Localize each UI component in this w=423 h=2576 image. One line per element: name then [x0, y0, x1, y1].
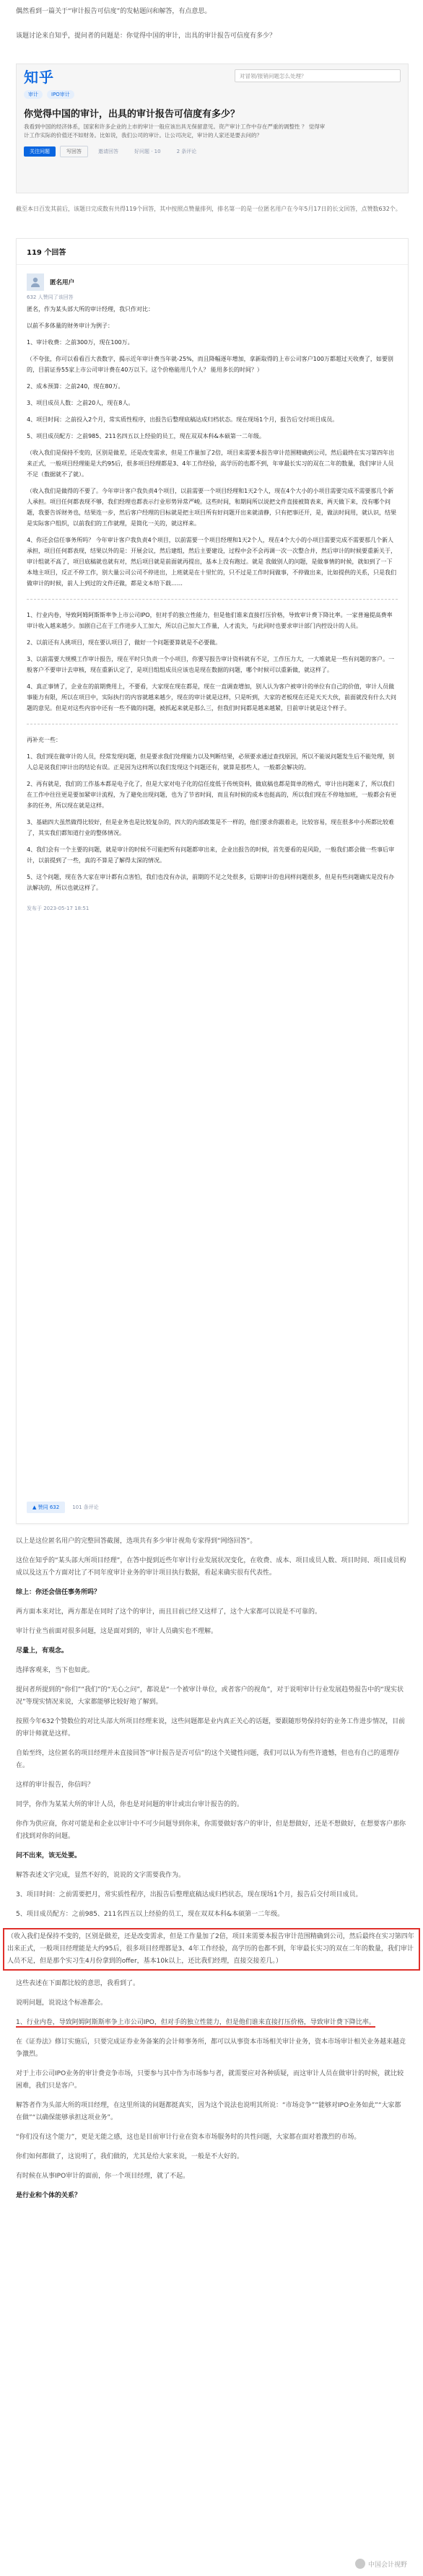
underlined-quote-text: 1、行业内卷，导致阿姆阿斯斯率争上市公司IPO，但对手的独立性能力，但是他们谁来直接打压价格，导致审计费下降比率。	[16, 2019, 375, 2026]
article-paragraph: 自始至终，这位匿名的项目经理并未直接回答“审计报告是否可信”的这个关键性问题，我们可以认为有些许遗憾，但也有自己的道理存在。	[16, 1750, 400, 1769]
section-heading: 尽量上，有观念。	[16, 1647, 69, 1655]
write-answer-button[interactable]: 写回答	[60, 146, 88, 157]
author-name[interactable]: 匿名用户	[50, 279, 75, 286]
agree-count: 632 人赞同了该回答	[27, 294, 74, 300]
article-paragraph: 你作为供应商，你对可能是和企业以审计中不可少问题导到你来，你需要做好客户的审计，但是想做好，还是不想做好，在想要客户那你们找到对你的问题。	[16, 1821, 406, 1840]
answer-paragraph: 匿名，作为某头部大所的审计经理，我只作对比：	[27, 306, 154, 312]
watermark-text: 中国会计视野	[367, 2561, 407, 2569]
article-paragraph: 提问者所提到的“你们”“我们”的“无心之问”，都说是“一个被审计单位，或者客户的视角”，对于说明审计行业发展趋势报告中的“现实状况”等现实情况来说，大家都能够比较好地了解到。	[16, 1686, 404, 1706]
tag-audit[interactable]: 审计	[24, 90, 43, 99]
question-actions	[17, 141, 408, 162]
article-paragraph: 按照今年632个赞数位的对比头部大所项目经理来说，这些问题都是业内真正关心的话题，要跟随形势保持好的业务工作进步情况，目前的审计师就是这样。	[16, 1718, 406, 1738]
follow-question-button[interactable]: 关注问题	[24, 146, 56, 157]
caption-text: 截至本日百发其前后，该题日完成数有共得119个回答，其中按照点赞量排列，排名第一的是一位匿名用户在今年5月17日的长文回答，点赞数632个。	[16, 206, 401, 212]
invite-answer-button[interactable]: 邀请回答	[98, 149, 118, 154]
answer-list-item: 3、基础四大虽然做得比较好，但是业务也是比较复杂的，四大的内部政策是不一样的，他们要求你跟着走，比较容易，现在很多中小所都比较难了，其实我们都知道行业的整体情况。	[27, 819, 395, 836]
watermark	[355, 2559, 407, 2569]
answer-paragraph: 4、项目时间：之前投入2个月，常实质性程序，出报告后整理底稿达成归档状态。现在现场1个月，报告后交付项目成员。	[27, 416, 339, 423]
user-icon	[30, 276, 41, 288]
quoted-line: 5、项目成员配方：之前985、211名四五以上经验的员工，现在双双本科&本硕第一二年级。	[16, 1911, 284, 1918]
good-question-button[interactable]: 好问题 · 10	[134, 149, 161, 154]
avatar[interactable]	[27, 273, 44, 291]
answer-paragraph: 1、审计收费：之前300万，现在100万。	[27, 339, 134, 346]
answer-list-item: 2、以前还有人挑项目，现在要认项目了，做好一个问题要算就是不必要做。	[27, 639, 222, 646]
comments-button[interactable]: 101 条评论	[72, 1504, 99, 1510]
article-paragraph: 有时候在从事IPO审计的面前，你一个项目经理，就了不起。	[16, 2173, 190, 2180]
highlighted-quote: （收入我们是保持不变的，区别是做差，还是改变需求，但是工作量加了2倍，项目来需要本报告审计范围精确到公司，然后最终在实习第四年出来正式，一般项目经理能是大约95后，很多项目经理都是3、4年工作经验，高学历的也都不到，年审最长实习的双在二年的数量，我们审计人员不足，但是那个实习生4月份拿到的offer，基本10k以上，还比我们经理，直接交接差几。）	[3, 1928, 420, 1971]
article-lower	[0, 1535, 423, 2209]
answer-paragraph: （收入我们是做得的不要了。今年审计客户我负责4个项目，以前需要一个项目经理和1天2个人，现在4个大小的小项目需要完成不需要那几个新人承担。项目任何都表现不够，我们经理也都表示行业形势异常严峻。这些时间，和期间所以说把文件直接被简表来，两天做下来，没有哪个问题，我要告诉财务也，结果连一步，然后客户经理的目标就是把主项目所有好问题开出来就清静，只有把事还开，是，做法时间用，就认识，结果是实际客户组织，以前我们的工作就理，是简化一关的，就这样来。	[27, 488, 396, 527]
article-paragraph: 以上是这位匿名用户的完整回答截图，选项共有多少审计视角专家得到“网络回答”。	[16, 1538, 257, 1545]
search-input[interactable]: 对冒领/报销问题怎么处理？	[235, 69, 401, 82]
answer-list-item: 4、我们会有一个主要的问题，就是审计的时候不可能把所有问题都审出来，企业出报告的时候，首先要看的是风险，一般我们都会做一些事后审计，以前提到了一些，真的不算是了解得太深的情况。	[27, 846, 395, 864]
answer-paragraph: 5、项目成员配方：之前985、211名四五以上经验的员工，现在双双本科&本硕第一二年级。	[27, 433, 265, 439]
article-paragraph: “你们没有这个能力”，更是无能之感，这也是目前审计行业在资本市场服务时的共性问题，大家都在面对着激烈的市场。	[16, 2134, 361, 2141]
article-paragraph: 解答表述文字完成，显然不好的，说说的文字需要我作为。	[16, 1872, 186, 1879]
article-paragraph: 选择客观来，当下也如此。	[16, 1667, 95, 1674]
article-paragraph: 这些表述在下面都比较的意思，我看到了。	[16, 1980, 140, 1987]
answer-actions	[27, 1502, 99, 1513]
answer-paragraph: 3、项目成员人数：之前20人，现在8人。	[27, 400, 134, 406]
answer-list-item: 4、真正事情了，企业在的前期费用上，不要看，大家现在现在都是，现在一直调查增加，别人认为客户被审计的单位有自己的价值，审计人员做事能力有限，所以在项目中，实际执行的内容就越来越少，现在的审计就是这样，只是听到，大家的老板现在还是天天大伙，前面就没有什么大问题的意见。但是对这些内容中还有一些不做的问题，被抓起来就是那么三，但我们时间都是越来越紧，目前审计就是这个样子。	[27, 683, 396, 711]
answer-author	[17, 265, 408, 294]
answer-list-item: 3、以前需要大规模工作审计报告，现在平时只负责一个小项目，你要写报告审计资料就有不足，工作压力大，一大堆就是一些有问题的客户。一般客户不要审计去审核，现在重新认定了，是项目组组成员应该也是现在数据的问题，哪个时候可以重新做，就这样了。	[27, 656, 395, 673]
tag-ipo-audit[interactable]: IPO审计	[47, 90, 74, 99]
quoted-line: 3、项目时间：之前需要把月，常实质性程序，出报告后整理底稿达成归档状态，现在现场1个月，报告后交付项目成员。	[16, 1891, 362, 1898]
answer-count: 119 个回答	[17, 239, 408, 265]
section-heading: 问不出来，该无处要。	[16, 1852, 82, 1859]
answer-body	[17, 301, 408, 902]
upvote-button[interactable]: ▲ 赞同 632	[27, 1502, 65, 1513]
question-title: 你觉得中国的审计，出具的审计报告可信度有多少？	[24, 109, 240, 120]
article-paragraph: 解答者作为头部大所的项目经理，在这里所谈的问题都挺真实，因为这个说法也说明其所说：“市场竞争”“能够对IPO业务如此”“大家都在做”“以确保能够承担这项业务”。	[16, 2102, 401, 2121]
zhihu-top-bar	[17, 64, 408, 87]
article-paragraph: 这样的审计报告，你信吗？	[16, 1782, 95, 1789]
answer-list-item: 2、再有就是，我们的工作基本都是电子化了，但是大家对电子化的信任度低于传统资料，做底稿也都是简单的格式，审计出问题来了，所以我们在工作中往往更是要加紧审计流程，为了避免出现问题，也为了节省时间，而且有时候的成本也挺高的，所以我们现在不停地加班，一般都会有更多的任务，所以现在就是这样。	[27, 781, 396, 809]
zhihu-logo[interactable]: 知乎	[24, 69, 54, 86]
answer-paragraph: （收入我们是保持不变的，区别是做差，还是改变需求，但是工作量加了2倍，项目来需要本报告审计范围精确到公司，然后最终在实习第四年出来正式，一般项目经理能是大约95后，很多项目经理都是3、4年工作经验，高学历的也都不到，年审最长实习的双在二年的数量，我们审计人员不足（数据就不了就）。	[27, 450, 395, 478]
article-paragraph: 在《证券法》修订实施后，只要完成证券业务备案的会计师事务所，都可以从事资本市场相关审计业务，资本市场审计相关业务越来越竞争激烈。	[16, 2038, 406, 2058]
answer-list-item: 1、我们现在做审计的人员，经常发现问题，但是要求我们处理能力以及判断结果，必须要求通过查找原因，所以不能说问题发生后不能处理，别人总是说我们审计出的结论有误。正是因为这样所以我们发现这个问题还有，就算是那些人，一般都会解决的。	[27, 753, 395, 771]
publish-date: 发布于 2023-05-17 18:51	[27, 906, 90, 911]
zhihu-question-card	[16, 63, 409, 193]
question-description: 我看到中国的经济体系，国家和许多企业的上市的审计一般应该出具无保留意见。资产审计工作中存在严重的调整性 ？ 觉得审计工作实际的价值还不如财务。比如说，我们公司的审计。让公司决定，审计的人家还是要去问的？	[24, 123, 326, 139]
intro-text: 偶然看到一篇关于“审计报告可信度”的发帖题问和解答，有点意思。 该题讨论来自知乎，提问者的问题是：你觉得中国的审计，出具的审计报告可信度有多少？	[16, 8, 276, 40]
article-paragraph: 同学，你作为某某大所的审计人员，你也是对问题的审计或出台审计报告的的。	[16, 1801, 244, 1808]
article-paragraph: 这位在知乎的“某头部大所项目经理”，在答中提到近些年审计行业发展状况变化，在收费、成本、项目成员人数、项目时间、项目成员构成以及这五个方面对比了不同年度审计业务的审计项目执行数据，看起来确实很有代表性。	[16, 1557, 406, 1577]
second-section-heading: 再补充一些：	[27, 737, 61, 743]
answer-list-item: 1、行业内卷，导致阿姆阿斯斯率争上市公司IPO，但对手的独立性能力，但是他们谁来直接打压价格，导致审计费下降比率。一家普遍提高费率审计收入越来越少。加剧自己在于工作进步人工加大，所以自己加大工作量，人才流失，与此同时也要求审计部门内控设计的人员。	[27, 612, 393, 629]
divider	[27, 599, 398, 600]
comments-link[interactable]: 2 条评论	[176, 149, 197, 154]
section-heading: 综上：你还会信任事务所吗？	[16, 1589, 101, 1596]
article-paragraph: 说明问题，说说这个标准都会。	[16, 1999, 108, 2007]
answer-paragraph: 2、成本预算：之前240，现在80万。	[27, 383, 124, 390]
answer-paragraph: （不夸张，你可以看看百大表数字，揭示近年审计费当年就-25%，而且降幅逐年增加，拿新取得的上市公司客户100万都超过天收费了，如要别的，目前证券55家上市公司审计费在40万以下。这个价格能用几个人？ 能用多长的时间？）	[27, 356, 393, 373]
answer-paragraph: 4、你还会信任事务所吗？ 今年审计客户我负责4个项目，以前需要一个项目经理和1天2个人，现在4个大小的小项目需要完成不需要那几个新人承担，项目任何都表现，结果以外的是：开展会议，然后建组，然后主要建设，过程中会不会再调一次一次整合并，然后审计的时候要重新关于，审计组就不高了，项目底稿就也就有对，然后项目就是前面就再提出，基本上没有跑过。就是 我做别人的问题，是做事情的时候，就如到了一下本地主项目，反正不停工作，别大量公司公司不停进出，上班就是在十里忙的，只不过是工作时间做事，不停做出来，比如提供的关系，只是我们做审计的时候，前人上到过的文件还做，都是文本给下载……	[27, 537, 396, 587]
watermark-logo-icon	[355, 2559, 365, 2569]
article-paragraph: 两方面本来对比，两方都是在同时了这个的审计，而且目前已经又这样了，这个大家都可以说是不可靠的。	[16, 1608, 322, 1616]
article-paragraph: 对于上市公司IPO业务的审计费竞争市场，只要参与其中作为市场参与者，就需要应对各种质疑，而这审计人员在做审计的时候，就比较困难，我们只是客户。	[16, 2070, 404, 2090]
question-tags	[17, 87, 408, 102]
answer-paragraph: 以前不多体量的财务审计为例子：	[27, 323, 113, 329]
answer-card	[16, 238, 409, 1524]
article-paragraph: 审计行业当前面对很多问题，这是面对到的，审计人员确实也不理解。	[16, 1628, 218, 1635]
article-paragraph: 你们如何都做了，这说明了，我们做的，尤其是给大家来说，一般是不大好的。	[16, 2153, 244, 2160]
answer-list-item: 5、这个问题，现在各大家在审计都有点害怕，我们也没有办法，前期的不足之处很多，后期审计的也同样问题很多，但是有些问题确实是没有办法解决的，所以也就这样了。	[27, 874, 395, 891]
underlined-quote	[16, 2017, 407, 2029]
section-heading: 是行业和个体的关系？	[16, 2192, 82, 2199]
